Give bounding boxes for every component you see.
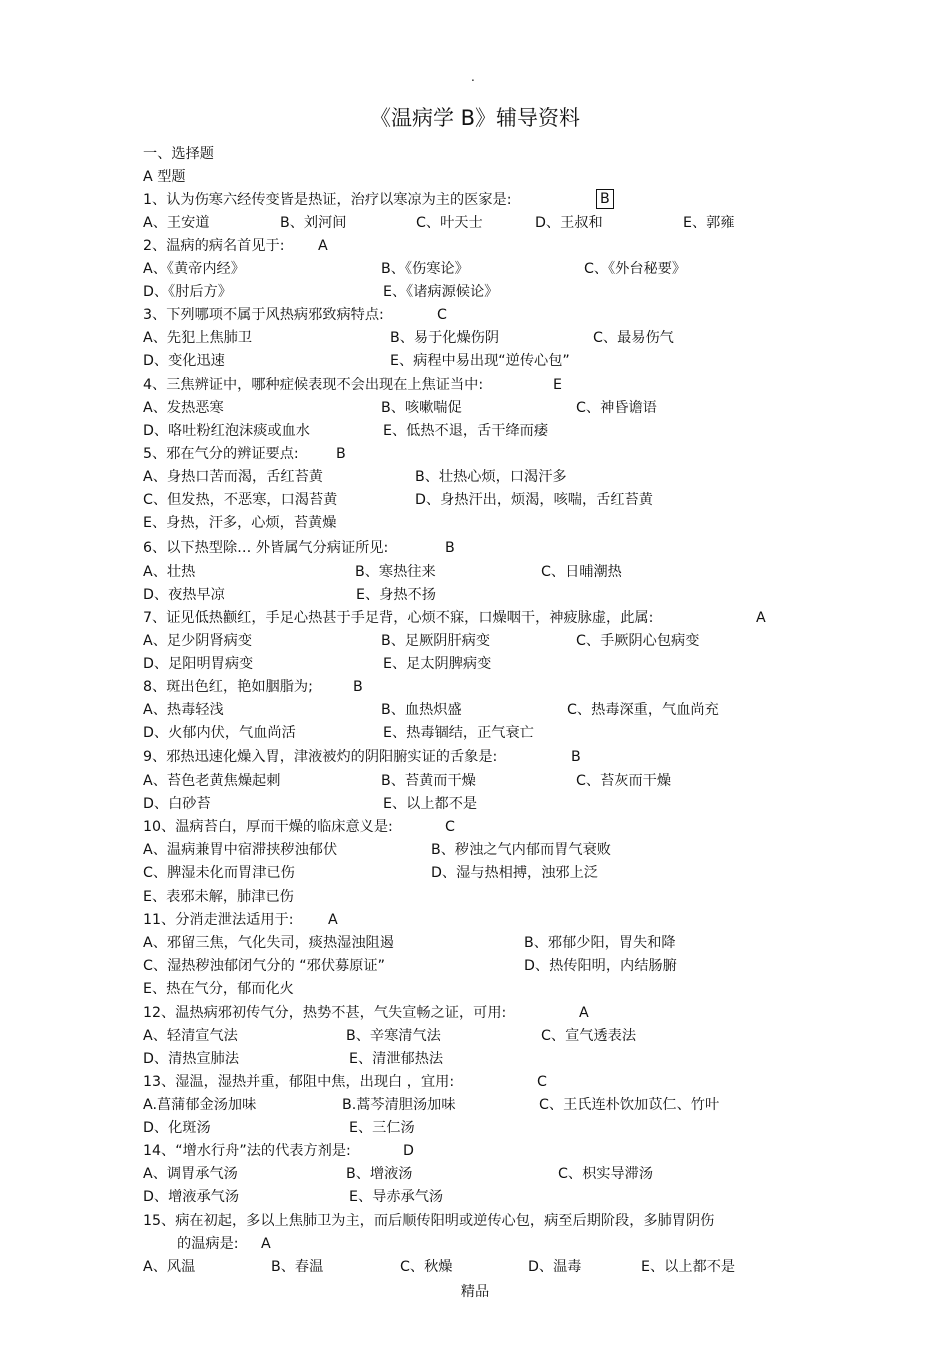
option: C、手厥阴心包病变 xyxy=(576,633,700,649)
answer-12: A xyxy=(579,1005,589,1021)
answer-15: A xyxy=(261,1236,271,1252)
answer-13: C xyxy=(537,1074,547,1090)
option: A、轻清宣气法 xyxy=(143,1028,238,1044)
answer-11: A xyxy=(328,912,338,928)
option: A、温病兼胃中宿滞挟秽浊郁伏 xyxy=(143,842,338,858)
option: C、热毒深重，气血尚充 xyxy=(567,702,719,718)
option: C、苔灰而干燥 xyxy=(576,773,672,789)
option: D、温毒 xyxy=(528,1259,582,1275)
option: C、宣气透表法 xyxy=(541,1028,637,1044)
option: B、秽浊之气内郁而胃气衰败 xyxy=(431,842,611,858)
option: E、三仁汤 xyxy=(349,1120,415,1136)
option: C、脾湿未化而胃津已伤 xyxy=(143,865,295,881)
option: E、《诸病源候论》 xyxy=(383,284,499,300)
answer-10: C xyxy=(445,819,455,835)
option: B、足厥阴肝病变 xyxy=(381,633,491,649)
option: E、郭雍 xyxy=(683,215,735,231)
option: D、《肘后方》 xyxy=(143,284,232,300)
option: A、壮热 xyxy=(143,564,196,580)
option: D、湿与热相搏，浊邪上泛 xyxy=(431,865,598,881)
option: D、王叔和 xyxy=(535,215,603,231)
option: B.蒿芩清胆汤加味 xyxy=(342,1097,456,1113)
option: A、调胃承气汤 xyxy=(143,1166,238,1182)
option: C、王氏连朴饮加苡仁、竹叶 xyxy=(539,1097,720,1113)
answer-7: A xyxy=(756,610,766,626)
option: B、寒热往来 xyxy=(355,564,436,580)
top-mark: . xyxy=(471,70,475,84)
option: C、秋燥 xyxy=(400,1259,453,1275)
option: D、身热汗出，烦渴，咳喘，舌红苔黄 xyxy=(415,492,653,508)
option: A、风温 xyxy=(143,1259,196,1275)
option: E、病程中易出现“逆传心包” xyxy=(390,353,570,369)
option: D、变化迅速 xyxy=(143,353,225,369)
option: B、刘河间 xyxy=(280,215,347,231)
option: E、以上都不是 xyxy=(383,796,478,812)
footer-label: 精品 xyxy=(460,1284,490,1300)
option: A、热毒轻浅 xyxy=(143,702,224,718)
answer-3: C xyxy=(437,307,447,323)
option: E、清泄郁热法 xyxy=(349,1051,444,1067)
option: A、邪留三焦，气化失司，痰热湿浊阻遏 xyxy=(143,935,394,951)
option: A、苔色老黄焦燥起刺 xyxy=(143,773,281,789)
option: E、足太阴脾病变 xyxy=(383,656,492,672)
option: D、清热宣肺法 xyxy=(143,1051,240,1067)
option: A、足少阴肾病变 xyxy=(143,633,253,649)
option: C、最易伤气 xyxy=(593,330,674,346)
option: E、身热，汗多，心烦，苔黄燥 xyxy=(143,515,337,531)
option: B、血热炽盛 xyxy=(381,702,462,718)
option: D、增液承气汤 xyxy=(143,1189,240,1205)
option: C、但发热，不恶寒，口渴苔黄 xyxy=(143,492,338,508)
answer-9: B xyxy=(571,749,581,765)
option: E、低热不退，舌干绛而痿 xyxy=(383,423,549,439)
answer-4: E xyxy=(553,377,562,393)
option: A、先犯上焦肺卫 xyxy=(143,330,253,346)
option: E、身热不扬 xyxy=(356,587,436,603)
option: E、以上都不是 xyxy=(641,1259,736,1275)
option: D、火郁内伏，气血尚活 xyxy=(143,725,296,741)
answer-5: B xyxy=(336,446,346,462)
option: C、枳实导滞汤 xyxy=(558,1166,654,1182)
answer-2: A xyxy=(318,238,328,254)
option: D、足阳明胃病变 xyxy=(143,656,254,672)
answer-1: B xyxy=(596,189,614,209)
answer-8: B xyxy=(353,679,363,695)
option: B、邪郁少阳，胃失和降 xyxy=(524,935,676,951)
option: B、壮热心烦，口渴汗多 xyxy=(415,469,567,485)
option: C、神昏谵语 xyxy=(576,400,657,416)
option: B、春温 xyxy=(271,1259,324,1275)
option: A、身热口苦而渴，舌红苔黄 xyxy=(143,469,323,485)
page-title: 《温病学 B》辅导资料 xyxy=(369,106,581,130)
option: B、咳嗽喘促 xyxy=(381,400,462,416)
option: E、热毒锢结，正气衰亡 xyxy=(383,725,534,741)
option: E、导赤承气汤 xyxy=(349,1189,444,1205)
option: B、《伤寒论》 xyxy=(381,261,469,277)
option: D、化斑汤 xyxy=(143,1120,211,1136)
option: D、热传阳明，内结肠腑 xyxy=(524,958,677,974)
option: A、《黄帝内经》 xyxy=(143,261,245,277)
option: C、日晡潮热 xyxy=(541,564,622,580)
option: B、增液汤 xyxy=(346,1166,413,1182)
option: A、王安道 xyxy=(143,215,210,231)
option: A、发热恶寒 xyxy=(143,400,224,416)
option: B、苔黄而干燥 xyxy=(381,773,476,789)
option: C、《外台秘要》 xyxy=(584,261,687,277)
option: E、表邪未解，肺津已伤 xyxy=(143,889,294,905)
option: D、咯吐粉红泡沫痰或血水 xyxy=(143,423,310,439)
option: D、白砂苔 xyxy=(143,796,211,812)
option: C、叶天士 xyxy=(416,215,483,231)
answer-6: B xyxy=(445,540,455,556)
option: C、湿热秽浊郁闭气分的 “邪伏募原证” xyxy=(143,958,385,974)
option: D、夜热早凉 xyxy=(143,587,225,603)
option: A.菖蒲郁金汤加味 xyxy=(143,1097,257,1113)
answer-14: D xyxy=(403,1143,414,1159)
option: B、辛寒清气法 xyxy=(346,1028,441,1044)
option: B、易于化燥伤阴 xyxy=(390,330,500,346)
option: E、热在气分，郁而化火 xyxy=(143,981,294,997)
